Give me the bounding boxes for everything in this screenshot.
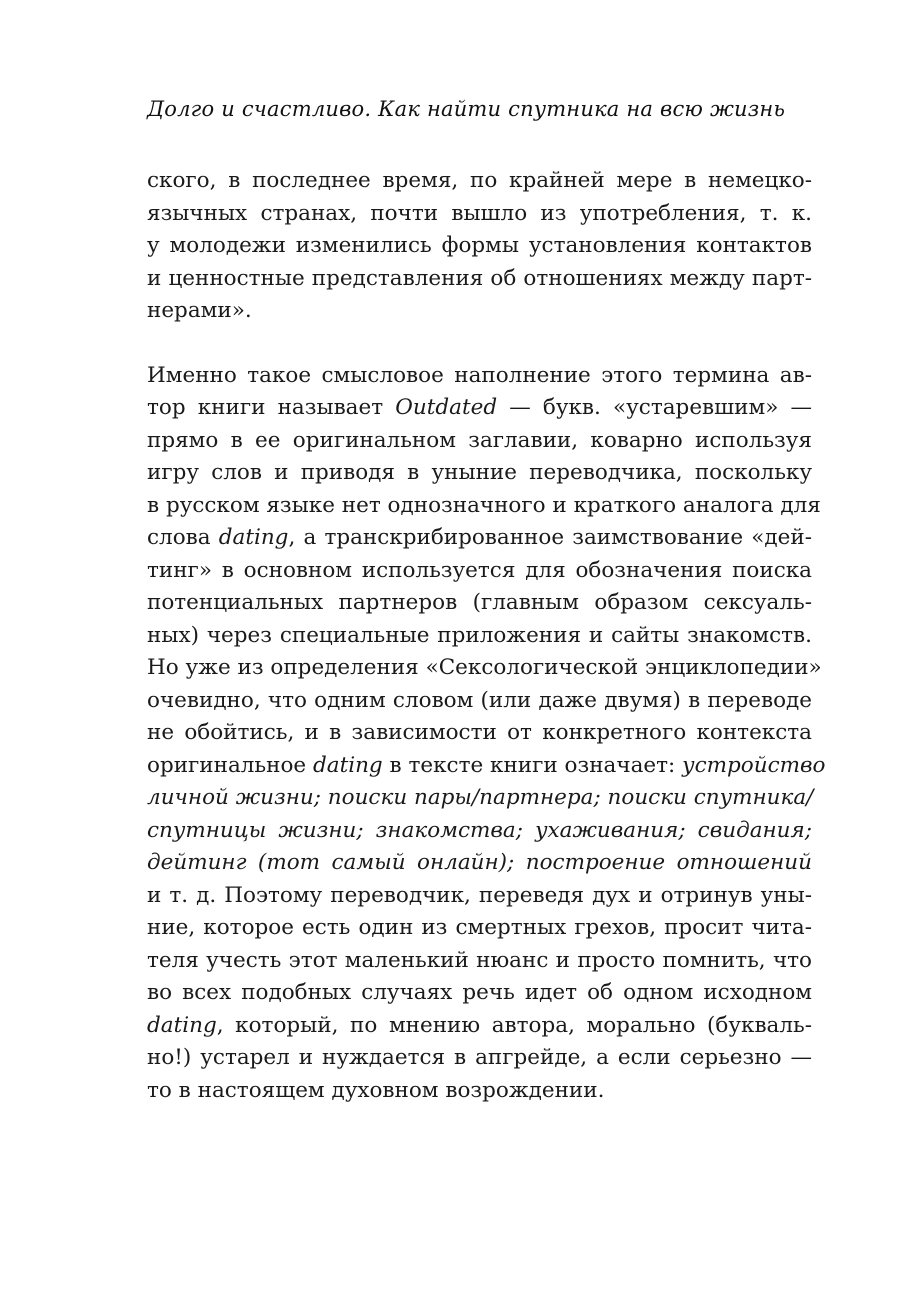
- text-line: [147, 750, 826, 783]
- text-line: то в настоящем духовном возрождении.: [147, 1077, 605, 1103]
- text-run: тор книги называет: [147, 395, 396, 420]
- text-line: во всех подобных случаях речь идет об одном исходном: [147, 980, 812, 1005]
- text-line: Именно такое смысловое наполнение этого термина ав-: [147, 362, 812, 388]
- text-line: ского, в последнее время, по крайней мере в немецко-: [147, 168, 812, 193]
- text-line: потенциальных партнеров (главным образом сексуаль-: [147, 590, 812, 615]
- text-line: в русском языке нет однозначного и краткого аналога для: [147, 492, 821, 518]
- text-run: — букв. «устаревшим» —: [497, 395, 812, 420]
- text-line: прямо в ее оригинальном заглавии, коварно используя: [147, 427, 812, 453]
- text-line: нерами».: [147, 298, 252, 323]
- text-line: [147, 522, 812, 555]
- text-line: игру слов и приводя в уныние переводчика, поскольку: [147, 460, 812, 485]
- italic-term: устройство: [682, 752, 826, 778]
- italic-term: dating: [312, 752, 383, 778]
- text-line: [147, 1010, 812, 1043]
- text-line: и т. д. Поэтому переводчик, переведя дух и отринув уны-: [147, 882, 812, 908]
- italic-term: dating: [218, 525, 289, 550]
- paragraph-1: [147, 165, 812, 328]
- italic-term: dating: [147, 1012, 217, 1038]
- text-line: язычных странах, почти вышло из употребления, т. к.: [147, 200, 812, 226]
- text-line: Но уже из определения «Сексологической энциклопедии»: [147, 655, 822, 680]
- text-line: теля учесть этот маленький нюанс и просто помнить, что: [147, 947, 812, 973]
- text-line-italic: личной жизни; поиски пары/партнера; поиски спутника/: [147, 785, 814, 810]
- text-line: и ценностные представления об отношениях между парт-: [147, 265, 812, 291]
- text-run: слова: [147, 525, 219, 550]
- text-line: не обойтись, и в зависимости от конкретного контекста: [147, 720, 812, 745]
- text-line: но!) устарел и нуждается в апгрейде, а если серьезно —: [147, 1045, 812, 1070]
- text-line: ных) через специальные приложения и сайты знакомств.: [147, 622, 812, 648]
- text-run: оригинальное: [147, 752, 313, 778]
- running-header: Долго и счастливо. Как найти спутника на всю жизнь: [147, 97, 786, 121]
- text-line-italic: спутницы жизни; знакомства; ухаживания; свидания;: [147, 817, 812, 843]
- text-run: в тексте книги означает:: [382, 752, 683, 778]
- paragraph-2: [147, 360, 826, 1108]
- text-line: [147, 392, 812, 425]
- body-text: [147, 165, 826, 1107]
- text-line-italic: дейтинг (тот самый онлайн); построение отношений: [147, 850, 812, 875]
- italic-term: Outdated: [395, 395, 498, 420]
- text-line: тинг» в основном используется для обозначения поиска: [147, 557, 812, 583]
- text-line: ние, которое есть один из смертных грехов, просит чита-: [147, 915, 812, 940]
- text-run: , а транскрибированное заимствование «дей-: [288, 525, 812, 550]
- text-run: , который, по мнению автора, морально (букваль-: [216, 1012, 812, 1038]
- text-line: у молодежи изменились формы установления контактов: [147, 233, 812, 258]
- text-line: очевидно, что одним словом (или даже двумя) в переводе: [147, 687, 812, 713]
